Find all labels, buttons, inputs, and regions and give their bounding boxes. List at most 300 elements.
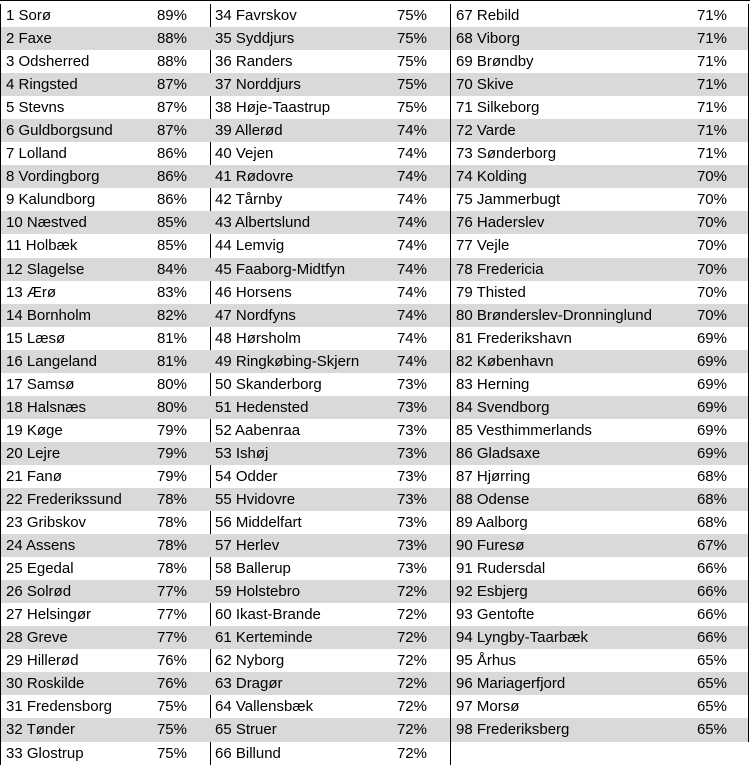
municipality-name: Billund	[235, 744, 281, 762]
percentage-value: 87%	[156, 122, 187, 140]
table-row	[451, 188, 748, 211]
municipality-name: Solrød	[26, 583, 72, 601]
percentage-value: 74%	[396, 191, 427, 209]
municipality-cell	[215, 119, 283, 142]
municipality-name: Lolland	[18, 145, 67, 163]
percentage-value: 74%	[396, 214, 427, 232]
municipality-cell	[456, 442, 540, 465]
rank-number: 36	[215, 53, 232, 71]
table-row	[1, 695, 210, 718]
municipality-name: Fredensborg	[26, 698, 112, 716]
rank-number: 62	[215, 652, 232, 670]
municipality-name: Samsø	[26, 375, 75, 393]
table-row	[451, 27, 748, 50]
municipality-name: Faaborg-Midtfyn	[235, 260, 346, 278]
rank-number: 8	[6, 168, 15, 186]
municipality-cell	[215, 534, 279, 557]
percentage-value: 67%	[696, 537, 727, 555]
municipality-cell	[456, 327, 572, 350]
percentage-value: 73%	[396, 560, 427, 578]
rank-number: 9	[6, 191, 15, 209]
municipality-cell	[215, 350, 359, 373]
percentage-value: 77%	[156, 606, 187, 624]
rank-number: 87	[456, 467, 473, 485]
municipality-cell	[456, 534, 524, 557]
table-row	[210, 488, 450, 511]
rank-number: 35	[215, 30, 232, 48]
municipality-name: Lyngby-Taarbæk	[476, 629, 589, 647]
rank-number: 27	[6, 606, 23, 624]
municipality-cell	[6, 718, 75, 741]
municipality-name: Roskilde	[26, 675, 85, 693]
table-row	[451, 534, 748, 557]
municipality-cell	[456, 73, 514, 96]
municipality-name: Glostrup	[26, 744, 84, 762]
table-row	[451, 603, 748, 626]
percentage-value: 79%	[156, 467, 187, 485]
municipality-name: Kalundborg	[18, 191, 96, 209]
table-row	[451, 419, 748, 442]
table-row	[210, 73, 450, 96]
municipality-cell	[215, 165, 293, 188]
municipality-cell	[6, 96, 64, 119]
municipality-name: Aalborg	[476, 514, 528, 532]
municipality-cell	[6, 672, 84, 695]
municipality-name: Nyborg	[235, 652, 285, 670]
table-row	[451, 442, 748, 465]
municipality-name: Skive	[476, 76, 514, 94]
rank-number: 39	[215, 122, 232, 140]
rank-number: 92	[456, 583, 473, 601]
rank-number: 55	[215, 490, 232, 508]
municipality-cell	[456, 603, 534, 626]
percentage-value: 73%	[396, 444, 427, 462]
municipality-name: Hørsholm	[235, 329, 301, 347]
table-column-3	[451, 4, 749, 742]
percentage-value: 70%	[696, 214, 727, 232]
municipality-cell	[456, 234, 509, 257]
rank-number: 69	[456, 53, 473, 71]
municipality-cell	[215, 488, 295, 511]
municipality-cell	[215, 211, 310, 234]
municipality-cell	[215, 142, 273, 165]
municipality-name: Odense	[476, 490, 530, 508]
percentage-value: 73%	[396, 537, 427, 555]
municipality-name: Favrskov	[235, 7, 297, 24]
rank-number: 96	[456, 675, 473, 693]
table-row	[451, 165, 748, 188]
municipality-name: Thisted	[476, 283, 526, 301]
percentage-value: 76%	[156, 675, 187, 693]
table-row	[1, 142, 210, 165]
table-row	[1, 672, 210, 695]
table-row	[451, 695, 748, 718]
percentage-value: 73%	[396, 467, 427, 485]
percentage-value: 66%	[696, 560, 727, 578]
rank-number: 46	[215, 283, 232, 301]
municipality-cell	[456, 211, 544, 234]
municipality-name: Herlev	[235, 537, 280, 555]
table-row	[210, 718, 450, 741]
municipality-cell	[215, 718, 277, 741]
rank-number: 29	[6, 652, 23, 670]
municipality-cell	[215, 442, 268, 465]
percentage-value: 73%	[396, 514, 427, 532]
municipality-cell	[456, 511, 528, 534]
table-row	[210, 327, 450, 350]
table-row	[451, 580, 748, 603]
percentage-value: 74%	[396, 237, 427, 255]
municipality-cell	[456, 119, 516, 142]
municipality-name: Brønderslev-Dronninglund	[476, 306, 652, 324]
percentage-value: 77%	[156, 583, 187, 601]
municipality-cell	[456, 165, 527, 188]
municipality-name: Skanderborg	[235, 375, 322, 393]
municipality-cell	[456, 258, 544, 281]
table-row	[451, 672, 748, 695]
table-row	[1, 488, 210, 511]
municipality-name: Allerød	[235, 122, 283, 140]
rank-number: 84	[456, 398, 473, 416]
rank-number: 49	[215, 352, 232, 370]
table-row	[1, 165, 210, 188]
municipality-cell	[456, 96, 539, 119]
municipality-name: København	[476, 352, 554, 370]
percentage-value: 87%	[156, 99, 187, 117]
municipality-name: Helsingør	[26, 606, 92, 624]
table-row	[210, 373, 450, 396]
percentage-value: 65%	[696, 721, 727, 739]
table-row	[1, 580, 210, 603]
municipality-cell	[215, 50, 293, 73]
rank-number: 13	[6, 283, 23, 301]
table-row	[451, 465, 748, 488]
rank-number: 68	[456, 30, 473, 48]
municipality-name: Halsnæs	[26, 398, 87, 416]
municipality-name: Guldborgsund	[18, 122, 113, 140]
percentage-value: 78%	[156, 514, 187, 532]
percentage-value: 77%	[156, 629, 187, 647]
percentage-value: 65%	[696, 652, 727, 670]
table-row	[451, 373, 748, 396]
rank-number: 64	[215, 698, 232, 716]
municipality-cell	[6, 580, 71, 603]
rank-number: 15	[6, 329, 23, 347]
municipality-cell	[6, 281, 56, 304]
rank-number: 58	[215, 560, 232, 578]
municipality-cell	[215, 96, 330, 119]
rank-number: 78	[456, 260, 473, 278]
table-row	[210, 626, 450, 649]
municipality-name: Ærø	[26, 283, 57, 301]
table-row	[210, 580, 450, 603]
percentage-value: 71%	[696, 76, 727, 94]
table-row	[451, 304, 748, 327]
rank-number: 10	[6, 214, 23, 232]
rank-number: 31	[6, 698, 23, 716]
municipality-cell	[215, 4, 297, 27]
municipality-cell	[456, 488, 529, 511]
table-row	[1, 327, 210, 350]
rank-number: 75	[456, 191, 473, 209]
table-row	[210, 603, 450, 626]
percentage-value: 71%	[696, 30, 727, 48]
rank-number: 72	[456, 122, 473, 140]
municipality-name: Langeland	[26, 352, 97, 370]
municipality-cell	[6, 649, 79, 672]
municipality-name: Ringkøbing-Skjern	[235, 352, 360, 370]
rank-number: 21	[6, 467, 23, 485]
municipality-name: Haderslev	[476, 214, 545, 232]
rank-number: 88	[456, 490, 473, 508]
municipality-name: Læsø	[26, 329, 66, 347]
municipality-name: Morsø	[476, 698, 520, 716]
municipality-name: Greve	[26, 629, 68, 647]
table-row	[1, 511, 210, 534]
rank-number: 44	[215, 237, 232, 255]
table-row	[451, 258, 748, 281]
rank-number: 19	[6, 421, 23, 439]
municipality-name: Norddjurs	[235, 76, 301, 94]
municipality-cell	[215, 258, 345, 281]
percentage-value: 68%	[696, 467, 727, 485]
municipality-cell	[6, 234, 77, 257]
table-row	[1, 649, 210, 672]
percentage-value: 73%	[396, 398, 427, 416]
rank-number: 32	[6, 721, 23, 739]
percentage-value: 81%	[156, 352, 187, 370]
table-row	[210, 281, 450, 304]
table-row	[210, 4, 450, 27]
percentage-value: 86%	[156, 168, 187, 186]
municipality-name: Bornholm	[26, 306, 92, 324]
percentage-value: 74%	[396, 260, 427, 278]
percentage-value: 71%	[696, 7, 727, 24]
rank-number: 42	[215, 191, 232, 209]
table-row	[1, 188, 210, 211]
municipality-name: Hjørring	[476, 467, 531, 485]
municipality-name: Ringsted	[18, 76, 78, 94]
table-row	[1, 742, 210, 765]
rank-number: 86	[456, 444, 473, 462]
table-row	[210, 534, 450, 557]
percentage-value: 75%	[156, 698, 187, 716]
municipality-name: Viborg	[476, 30, 520, 48]
rank-number: 48	[215, 329, 232, 347]
rank-number: 76	[456, 214, 473, 232]
percentage-value: 85%	[156, 214, 187, 232]
table-row	[451, 327, 748, 350]
table-row	[1, 718, 210, 741]
percentage-value: 89%	[156, 7, 187, 24]
table-row	[210, 188, 450, 211]
table-row	[1, 258, 210, 281]
percentage-value: 78%	[156, 537, 187, 555]
percentage-value: 79%	[156, 421, 187, 439]
municipality-name: Sønderborg	[476, 145, 557, 163]
rank-number: 24	[6, 537, 23, 555]
rank-number: 47	[215, 306, 232, 324]
municipality-cell	[6, 603, 91, 626]
percentage-value: 75%	[396, 53, 427, 71]
percentage-value: 72%	[396, 606, 427, 624]
rank-number: 22	[6, 490, 23, 508]
percentage-value: 75%	[396, 7, 427, 24]
percentage-value: 83%	[156, 283, 187, 301]
rank-number: 1	[6, 7, 15, 24]
rank-number: 7	[6, 145, 15, 163]
percentage-value: 70%	[696, 306, 727, 324]
municipality-name: Struer	[235, 721, 277, 739]
municipality-cell	[215, 27, 294, 50]
municipality-name: Ikast-Brande	[235, 606, 321, 624]
rank-number: 14	[6, 306, 23, 324]
municipality-cell	[215, 511, 302, 534]
municipality-name: Holstebro	[235, 583, 301, 601]
rank-number: 54	[215, 467, 232, 485]
municipality-name: Odsherred	[18, 53, 90, 71]
municipality-cell	[456, 557, 545, 580]
rank-number: 50	[215, 375, 232, 393]
percentage-value: 65%	[696, 698, 727, 716]
municipality-cell	[6, 50, 89, 73]
table-row	[451, 626, 748, 649]
percentage-value: 69%	[696, 398, 727, 416]
municipality-name: Køge	[26, 421, 63, 439]
percentage-value: 69%	[696, 375, 727, 393]
municipality-cell	[456, 718, 569, 741]
municipality-cell	[6, 73, 78, 96]
municipality-cell	[6, 350, 97, 373]
rank-number: 5	[6, 99, 15, 117]
percentage-value: 84%	[156, 260, 187, 278]
municipality-cell	[215, 419, 300, 442]
rank-number: 30	[6, 675, 23, 693]
municipality-cell	[6, 465, 62, 488]
table-row	[451, 211, 748, 234]
percentage-value: 80%	[156, 398, 187, 416]
municipality-name: Lejre	[26, 444, 61, 462]
municipality-cell	[6, 557, 74, 580]
percentage-value: 75%	[396, 30, 427, 48]
municipality-name: Randers	[235, 53, 293, 71]
rank-number: 97	[456, 698, 473, 716]
table-row	[451, 4, 748, 27]
municipality-name: Slagelse	[26, 260, 85, 278]
municipality-name: Nordfyns	[235, 306, 296, 324]
rank-number: 11	[6, 237, 22, 255]
percentage-value: 81%	[156, 329, 187, 347]
municipality-name: Fredericia	[476, 260, 544, 278]
percentage-value: 71%	[696, 122, 727, 140]
table-row	[451, 718, 748, 741]
table-row	[210, 396, 450, 419]
municipality-cell	[215, 557, 291, 580]
municipality-cell	[215, 626, 313, 649]
municipality-cell	[6, 27, 52, 50]
municipality-name: Vejle	[476, 237, 510, 255]
municipality-cell	[6, 511, 86, 534]
percentage-value: 72%	[396, 652, 427, 670]
rank-number: 74	[456, 168, 473, 186]
percentage-value: 74%	[396, 168, 427, 186]
table-row	[1, 373, 210, 396]
municipality-name: Gladsaxe	[476, 444, 541, 462]
percentage-value: 70%	[696, 237, 727, 255]
table-row	[210, 649, 450, 672]
municipality-cell	[6, 419, 63, 442]
municipality-cell	[456, 695, 519, 718]
rank-number: 71	[456, 99, 473, 117]
municipality-cell	[6, 188, 95, 211]
percentage-value: 71%	[696, 53, 727, 71]
percentage-value: 74%	[396, 352, 427, 370]
municipality-cell	[456, 142, 556, 165]
municipality-cell	[215, 396, 308, 419]
municipality-cell	[456, 304, 652, 327]
table-row	[210, 258, 450, 281]
table-row	[451, 649, 748, 672]
municipality-name: Silkeborg	[476, 99, 540, 117]
municipality-cell	[456, 649, 516, 672]
table-row	[210, 350, 450, 373]
rank-number: 63	[215, 675, 232, 693]
percentage-value: 66%	[696, 583, 727, 601]
percentage-value: 72%	[396, 583, 427, 601]
percentage-value: 70%	[696, 260, 727, 278]
percentage-value: 72%	[396, 744, 427, 762]
percentage-value: 69%	[696, 444, 727, 462]
rank-number: 41	[215, 168, 232, 186]
table-row	[210, 465, 450, 488]
table-row	[1, 27, 210, 50]
percentage-value: 86%	[156, 145, 187, 163]
municipality-name: Holbæk	[25, 237, 78, 255]
municipality-name: Frederikssund	[26, 490, 122, 508]
rank-number: 83	[456, 375, 473, 393]
rank-number: 66	[215, 744, 232, 762]
percentage-value: 70%	[696, 191, 727, 209]
percentage-value: 73%	[396, 421, 427, 439]
rank-number: 52	[215, 421, 232, 439]
municipality-cell	[456, 27, 520, 50]
table-row	[210, 304, 450, 327]
rank-number: 80	[456, 306, 473, 324]
table-row	[1, 396, 210, 419]
municipality-name: Frederiksberg	[476, 721, 570, 739]
percentage-value: 66%	[696, 606, 727, 624]
percentage-value: 79%	[156, 444, 187, 462]
percentage-value: 88%	[156, 53, 187, 71]
municipality-cell	[215, 281, 292, 304]
municipality-name: Mariagerfjord	[476, 675, 566, 693]
municipality-cell	[456, 465, 530, 488]
table-column-2	[210, 4, 451, 765]
municipality-cell	[456, 4, 519, 27]
municipality-name: Ballerup	[235, 560, 291, 578]
municipality-cell	[6, 534, 75, 557]
table-row	[451, 350, 748, 373]
rank-number: 16	[6, 352, 23, 370]
municipality-cell	[6, 742, 84, 765]
percentage-value: 69%	[696, 329, 727, 347]
rank-number: 18	[6, 398, 23, 416]
municipality-name: Esbjerg	[476, 583, 528, 601]
rank-number: 12	[6, 260, 23, 278]
municipality-cell	[6, 142, 67, 165]
percentage-value: 85%	[156, 237, 187, 255]
rank-number: 4	[6, 76, 15, 94]
